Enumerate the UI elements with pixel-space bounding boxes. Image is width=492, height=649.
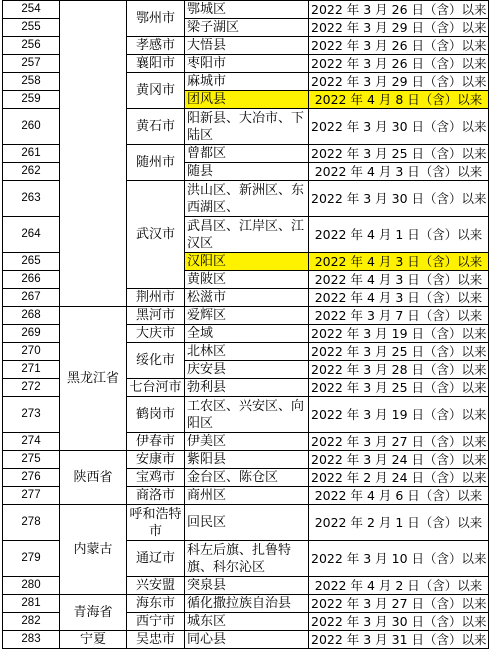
area-cell: 随县	[185, 163, 309, 181]
city-cell: 武汉市	[127, 181, 185, 289]
date-cell: 2022 年 3 月 19 日（含）以来	[309, 325, 489, 343]
area-cell: 突泉县	[185, 577, 309, 595]
date-cell: 2022 年 3 月 28 日（含）以来	[309, 361, 489, 379]
row-number: 263	[3, 181, 60, 217]
area-cell: 武昌区、江岸区、江汉区	[185, 217, 309, 253]
province-cell: 青海省	[60, 595, 127, 631]
row-number: 269	[3, 325, 60, 343]
row-number: 277	[3, 487, 60, 505]
area-cell: 伊美区	[185, 433, 309, 451]
row-number: 261	[3, 145, 60, 163]
date-cell: 2022 年 4 月 2 日（含）以来	[309, 577, 489, 595]
area-cell: 鄂城区	[185, 1, 309, 19]
area-cell: 工农区、兴安区、向阳区	[185, 397, 309, 433]
table-row	[3, 595, 489, 613]
date-cell: 2022 年 3 月 26 日（含）以来	[309, 1, 489, 19]
area-cell: 阳新县、大冶市、下陆区	[185, 109, 309, 145]
city-cell: 安康市	[127, 451, 185, 469]
area-cell: 紫阳县	[185, 451, 309, 469]
city-cell: 呼和浩特市	[127, 505, 185, 541]
row-number: 257	[3, 55, 60, 73]
row-number: 262	[3, 163, 60, 181]
area-cell: 全域	[185, 325, 309, 343]
city-cell: 七台河市	[127, 379, 185, 397]
city-cell: 黑河市	[127, 307, 185, 325]
area-cell: 同心县	[185, 631, 309, 649]
date-cell: 2022 年 3 月 26 日（含）以来	[309, 55, 489, 73]
area-cell: 循化撒拉族自治县	[185, 595, 309, 613]
area-cell: 庆安县	[185, 361, 309, 379]
row-number: 275	[3, 451, 60, 469]
city-cell: 荆州市	[127, 289, 185, 307]
date-cell: 2022 年 3 月 30 日（含）以来	[309, 613, 489, 631]
table-row	[3, 1, 489, 19]
row-number: 264	[3, 217, 60, 253]
area-cell: 城东区	[185, 613, 309, 631]
city-cell: 兴安盟	[127, 577, 185, 595]
row-number: 278	[3, 505, 60, 541]
row-number: 258	[3, 73, 60, 91]
date-cell: 2022 年 4 月 6 日（含）以来	[309, 487, 489, 505]
date-cell: 2022 年 2 月 24 日（含）以来	[309, 469, 489, 487]
row-number: 279	[3, 541, 60, 577]
date-cell: 2022 年 4 月 1 日（含）以来	[309, 217, 489, 253]
city-cell: 通辽市	[127, 541, 185, 577]
area-cell: 松滋市	[185, 289, 309, 307]
area-cell: 大悟县	[185, 37, 309, 55]
area-cell: 科左后旗、扎鲁特旗、科尔沁区	[185, 541, 309, 577]
date-cell-highlighted: 2022 年 4 月 3 日（含）以来	[309, 253, 489, 271]
city-cell: 伊春市	[127, 433, 185, 451]
date-cell: 2022 年 3 月 25 日（含）以来	[309, 145, 489, 163]
date-cell: 2022 年 3 月 29 日（含）以来	[309, 19, 489, 37]
date-cell-highlighted: 2022 年 4 月 8 日（含）以来	[309, 91, 489, 109]
date-cell: 2022 年 3 月 26 日（含）以来	[309, 37, 489, 55]
city-cell: 鹤岗市	[127, 397, 185, 433]
city-cell: 商洛市	[127, 487, 185, 505]
province-cell	[60, 1, 127, 307]
date-cell: 2022 年 3 月 30 日（含）以来	[309, 109, 489, 145]
province-cell: 黑龙江省	[60, 307, 127, 451]
row-number: 260	[3, 109, 60, 145]
city-cell: 宝鸡市	[127, 469, 185, 487]
city-cell: 大庆市	[127, 325, 185, 343]
row-number: 265	[3, 253, 60, 271]
city-cell: 襄阳市	[127, 55, 185, 73]
risk-area-table	[2, 0, 489, 649]
date-cell: 2022 年 3 月 29 日（含）以来	[309, 73, 489, 91]
date-cell: 2022 年 3 月 30 日（含）以来	[309, 181, 489, 217]
row-number: 259	[3, 91, 60, 109]
row-number: 270	[3, 343, 60, 361]
date-cell: 2022 年 4 月 3 日（含）以来	[309, 163, 489, 181]
row-number: 266	[3, 271, 60, 289]
date-cell: 2022 年 3 月 10 日（含）以来	[309, 541, 489, 577]
table-row	[3, 505, 489, 541]
date-cell: 2022 年 3 月 25 日（含）以来	[309, 343, 489, 361]
province-cell: 陕西省	[60, 451, 127, 505]
city-cell: 海东市	[127, 595, 185, 613]
city-cell: 西宁市	[127, 613, 185, 631]
area-cell: 枣阳市	[185, 55, 309, 73]
row-number: 280	[3, 577, 60, 595]
area-cell: 勃利县	[185, 379, 309, 397]
area-cell: 曾都区	[185, 145, 309, 163]
date-cell: 2022 年 3 月 27 日（含）以来	[309, 433, 489, 451]
row-number: 273	[3, 397, 60, 433]
city-cell: 孝感市	[127, 37, 185, 55]
area-cell-highlighted: 团风县	[185, 91, 309, 109]
row-number: 254	[3, 1, 60, 19]
province-cell: 宁夏	[60, 631, 127, 649]
row-number: 276	[3, 469, 60, 487]
area-cell: 爱辉区	[185, 307, 309, 325]
area-cell: 梁子湖区	[185, 19, 309, 37]
date-cell: 2022 年 4 月 3 日（含）以来	[309, 271, 489, 289]
area-cell-highlighted: 汉阳区	[185, 253, 309, 271]
date-cell: 2022 年 4 月 3 日（含）以来	[309, 289, 489, 307]
date-cell: 2022 年 3 月 27 日（含）以来	[309, 595, 489, 613]
date-cell: 2022 年 3 月 25 日（含）以来	[309, 379, 489, 397]
row-number: 274	[3, 433, 60, 451]
date-cell: 2022 年 3 月 7 日（含）以来	[309, 307, 489, 325]
city-cell: 绥化市	[127, 343, 185, 379]
date-cell: 2022 年 3 月 19 日（含）以来	[309, 397, 489, 433]
row-number: 256	[3, 37, 60, 55]
province-cell: 内蒙古	[60, 505, 127, 595]
city-cell: 随州市	[127, 145, 185, 181]
city-cell: 吴忠市	[127, 631, 185, 649]
date-cell: 2022 年 3 月 24 日（含）以来	[309, 451, 489, 469]
date-cell: 2022 年 2 月 1 日（含）以来	[309, 505, 489, 541]
area-cell: 洪山区、新洲区、东西湖区、	[185, 181, 309, 217]
area-cell: 麻城市	[185, 73, 309, 91]
row-number: 281	[3, 595, 60, 613]
city-cell: 鄂州市	[127, 1, 185, 37]
table-row	[3, 451, 489, 469]
area-cell: 回民区	[185, 505, 309, 541]
area-cell: 商州区	[185, 487, 309, 505]
area-cell: 北林区	[185, 343, 309, 361]
row-number: 283	[3, 631, 60, 649]
area-cell: 黄陂区	[185, 271, 309, 289]
row-number: 255	[3, 19, 60, 37]
row-number: 282	[3, 613, 60, 631]
city-cell: 黄石市	[127, 109, 185, 145]
area-cell: 金台区、陈仓区	[185, 469, 309, 487]
city-cell: 黄冈市	[127, 73, 185, 109]
table-row	[3, 307, 489, 325]
table-row	[3, 631, 489, 649]
row-number: 272	[3, 379, 60, 397]
row-number: 268	[3, 307, 60, 325]
row-number: 271	[3, 361, 60, 379]
row-number: 267	[3, 289, 60, 307]
date-cell: 2022 年 3 月 31 日（含）以来	[309, 631, 489, 649]
